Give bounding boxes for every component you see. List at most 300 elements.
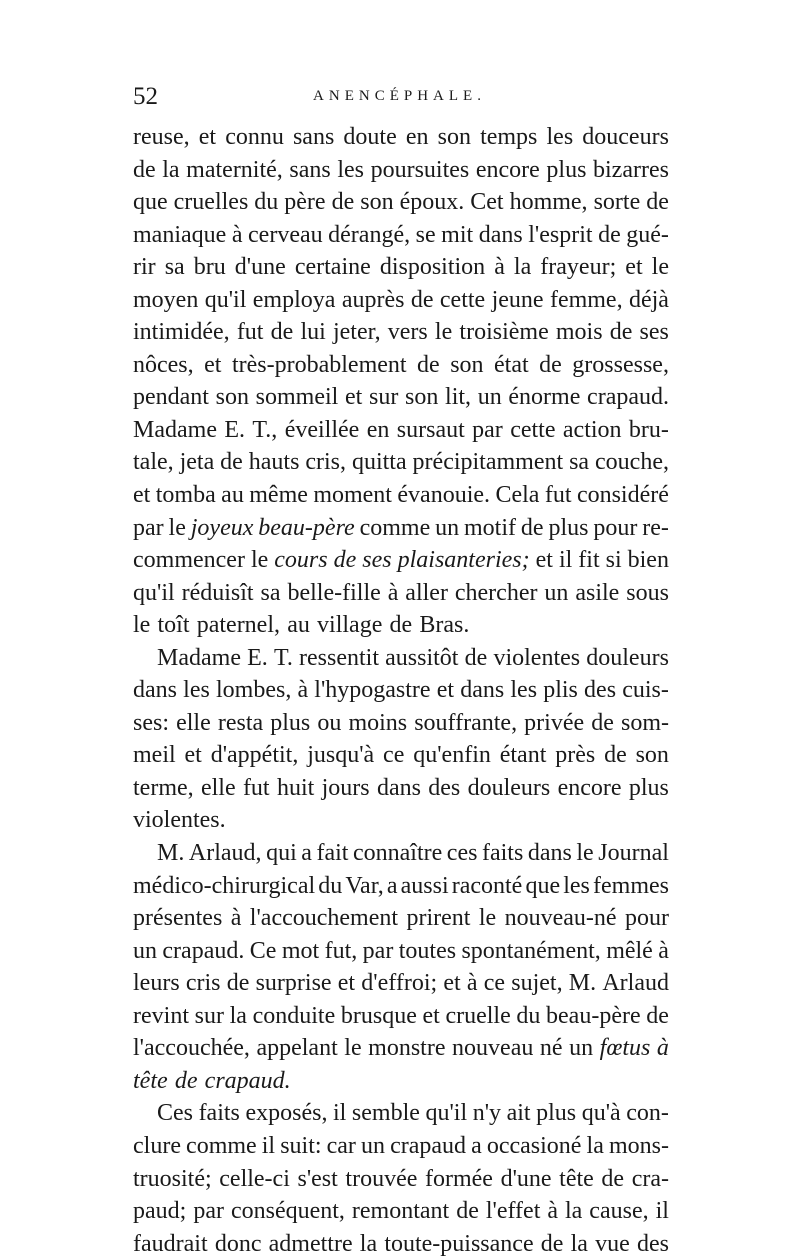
word: sur [194, 1002, 224, 1029]
text-line [133, 837, 669, 870]
word: resta [217, 709, 264, 736]
word: appelant [256, 1035, 338, 1062]
word: ses [639, 319, 669, 346]
word: de [598, 221, 621, 248]
word: terme, [133, 774, 194, 801]
word: à [231, 221, 243, 248]
text-line [133, 316, 669, 349]
word: ses: [133, 709, 169, 736]
word: monstre [368, 1035, 446, 1062]
word: gué- [626, 221, 669, 248]
word: Ce [249, 937, 277, 964]
word: Cela [495, 482, 540, 509]
word: des [428, 774, 461, 801]
word: occasioné [486, 1132, 582, 1159]
word: leurs [133, 970, 180, 997]
word: d'effroi; [361, 970, 438, 997]
word: à [230, 905, 242, 932]
word: paternel, [196, 612, 281, 639]
word: un [360, 1132, 385, 1159]
word: l'effet [485, 1198, 541, 1225]
word: même [249, 482, 308, 509]
word: brusque [340, 1002, 417, 1029]
word: E. [247, 644, 268, 671]
word: belle-fille [287, 579, 381, 606]
word: du [318, 872, 343, 899]
word: au [287, 612, 310, 639]
word: Madame [133, 416, 217, 443]
word: ses [362, 547, 392, 574]
word: surprise [255, 970, 332, 997]
word: poursuites [370, 156, 470, 183]
word: le [133, 612, 151, 639]
word: de [226, 970, 250, 997]
word: précipitamment [412, 449, 564, 476]
word: son [215, 384, 249, 411]
word: énorme [508, 384, 581, 411]
word: frayeur; [540, 254, 617, 281]
text-line [133, 707, 669, 740]
text-line [133, 739, 669, 772]
text-line [133, 674, 669, 707]
word: il [655, 1198, 669, 1225]
word: connaître [352, 840, 443, 867]
word: fait [316, 840, 349, 867]
word: qui [266, 840, 297, 867]
word: près [555, 742, 596, 769]
word: cra- [631, 1165, 669, 1192]
word: un [133, 937, 157, 964]
word: sur [369, 384, 399, 411]
word: il [333, 1100, 347, 1127]
word: crapaud. [587, 384, 669, 411]
word: crapaud [390, 1132, 467, 1159]
word: très-probablement [231, 351, 407, 378]
text-line [133, 284, 669, 317]
word: T., [252, 416, 278, 443]
word: tête [559, 1165, 594, 1192]
word: son [635, 742, 669, 769]
word: ces [446, 840, 478, 867]
text-line [133, 121, 669, 154]
word: à [658, 937, 669, 964]
text-line [133, 544, 669, 577]
word: bizarres [593, 156, 669, 183]
word: T. [273, 644, 293, 671]
word: les [563, 872, 590, 899]
body-text [133, 121, 669, 1260]
word: femmes [593, 872, 669, 899]
word: réduisît [181, 579, 254, 606]
word: Bras. [419, 612, 470, 639]
word: couche, [595, 449, 669, 476]
word: temps [480, 124, 538, 150]
word: douleurs [467, 774, 551, 801]
word: admettre [268, 1230, 353, 1257]
word: jeune [491, 286, 544, 313]
word: prirent [406, 905, 471, 932]
word: maternité, [186, 156, 283, 183]
word: état [494, 351, 529, 378]
word: de [410, 286, 434, 313]
text-line [133, 1163, 669, 1196]
word: conséquent, [230, 1198, 345, 1225]
word: et [133, 482, 151, 509]
word: plus [270, 709, 311, 736]
word: sujet, [511, 970, 563, 997]
word: dans [478, 221, 523, 248]
word: par [472, 416, 503, 443]
word: privée [524, 709, 585, 736]
word: bru [193, 254, 226, 281]
word: remontant [351, 1198, 450, 1225]
word: de [456, 1198, 479, 1225]
word: clure [133, 1132, 181, 1159]
word: fut [236, 319, 264, 346]
word: Journal [598, 840, 669, 867]
running-head [133, 83, 666, 117]
word: sans [292, 124, 335, 150]
word: plis [543, 677, 578, 704]
word: et [443, 970, 461, 997]
word: la [229, 1002, 247, 1029]
word: du [516, 1002, 541, 1029]
word: crapaud. [204, 1067, 291, 1094]
word: suit: [280, 1132, 322, 1159]
word: de [220, 449, 243, 476]
word: des [584, 677, 617, 704]
page-number: 52 [133, 83, 158, 110]
word: la [564, 1198, 583, 1225]
word: sommeil [255, 384, 339, 411]
word: cerveau [248, 221, 323, 248]
word: Var, [345, 872, 384, 899]
word: douceurs [582, 124, 669, 150]
word: d'une [500, 1165, 552, 1192]
text-line [133, 902, 669, 935]
word: faudrait [133, 1230, 208, 1257]
text-line [133, 446, 669, 479]
word: cruelle [445, 1002, 511, 1029]
word: re- [642, 514, 669, 541]
word: crapaud. [162, 937, 245, 964]
word: femme, [549, 286, 623, 313]
word: sorte [593, 189, 641, 216]
word: hauts [248, 449, 300, 476]
text-line [133, 1032, 669, 1065]
word: qu'il [425, 1100, 468, 1127]
word: auprès [341, 286, 405, 313]
word: paud; [133, 1198, 187, 1225]
running-title: ANENCÉPHALE. [313, 88, 486, 104]
word: de [609, 319, 633, 346]
word: donc [214, 1230, 262, 1257]
word: moins [348, 709, 408, 736]
word: ait [506, 1100, 531, 1127]
word: à [494, 254, 505, 281]
word: plaisanteries; [397, 547, 530, 574]
word: et [436, 677, 455, 704]
word: fœtus [599, 1035, 651, 1062]
text-line [133, 870, 669, 903]
word: grossesse, [572, 351, 669, 378]
word: reuse, [133, 124, 190, 150]
word: moyen [133, 286, 199, 313]
word: de [539, 351, 562, 378]
word: Ces [157, 1100, 193, 1127]
word: motif [464, 514, 516, 541]
word: vue [595, 1230, 630, 1257]
word: Arlaud [602, 970, 669, 997]
word: disposition [379, 254, 486, 281]
word: spontanément, [461, 937, 601, 964]
word: de [604, 742, 627, 769]
word: de [270, 319, 294, 346]
word: souffrante, [414, 709, 518, 736]
word: à [547, 1198, 558, 1225]
text-line [133, 577, 669, 610]
word: ou [317, 709, 342, 736]
word: nouveau [452, 1035, 534, 1062]
text-line [133, 967, 669, 1000]
word: cuis- [622, 677, 669, 704]
word: fut, [324, 937, 358, 964]
word: truosité; [133, 1165, 212, 1192]
word: de [601, 1165, 625, 1192]
word: du [254, 189, 279, 216]
word: pour [593, 514, 638, 541]
text-line [133, 935, 669, 968]
word: homme, [509, 189, 588, 216]
word: faits [198, 1100, 240, 1127]
word: qu'enfin [413, 742, 491, 769]
word: som- [620, 709, 669, 736]
word: elle [176, 709, 211, 736]
word: revint [133, 1002, 189, 1029]
word: de [417, 351, 440, 378]
word: et [198, 124, 217, 150]
word: à [297, 677, 309, 704]
word: la [162, 156, 180, 183]
word: aller [405, 579, 448, 606]
word: médico-chirurgical [133, 872, 316, 899]
word: et [625, 254, 643, 281]
word: de [540, 1230, 564, 1257]
word: jours [321, 774, 370, 801]
text-line [133, 1228, 669, 1260]
word: jeter, [332, 319, 381, 346]
word: elle [200, 774, 236, 801]
word: qu'à [581, 1100, 621, 1127]
word: dans [527, 840, 572, 867]
word: commencer [133, 547, 245, 574]
word: beau-père [546, 1002, 641, 1029]
word: intimidée, [133, 319, 230, 346]
word: le [168, 514, 186, 541]
word: cours [274, 547, 328, 574]
word: bru- [628, 416, 669, 443]
word: lit, [445, 384, 472, 411]
word: lui [300, 319, 326, 346]
word: toît [157, 612, 190, 639]
word: raconté [451, 872, 523, 899]
word: violentes [493, 644, 581, 671]
word: moment [313, 482, 392, 509]
word: plus [548, 514, 589, 541]
text-line [133, 1065, 669, 1098]
word: et [337, 970, 356, 997]
word: le [344, 1035, 362, 1062]
text-line [133, 479, 669, 512]
word: de [333, 547, 357, 574]
word: joyeux [190, 514, 254, 541]
word: ce [483, 970, 506, 997]
word: les [183, 677, 210, 704]
word: ce [383, 742, 405, 769]
word: le [576, 840, 594, 867]
word: cause, [589, 1198, 649, 1225]
word: de [591, 709, 614, 736]
word: tête [133, 1067, 168, 1094]
word: par [362, 937, 394, 964]
word: qu'il [133, 579, 175, 606]
text-line [133, 1130, 669, 1163]
word: huit [276, 774, 315, 801]
word: rir [133, 254, 156, 281]
word: un [569, 1035, 594, 1062]
text-line [133, 642, 669, 675]
word: le [250, 547, 269, 574]
word: cris, [305, 449, 347, 476]
word: beau-père [258, 514, 355, 541]
word: faits [481, 840, 524, 867]
word: quitta [351, 449, 407, 476]
word: cette [439, 286, 486, 313]
word: mot [281, 937, 320, 964]
word: de [389, 612, 413, 639]
word: sans [289, 156, 331, 183]
word: plus [546, 156, 587, 183]
text-line [133, 186, 669, 219]
text-line [133, 154, 669, 187]
word: jeta [179, 449, 215, 476]
word: nouveau-né [504, 905, 617, 932]
word: cris [185, 970, 221, 997]
word: sa [164, 254, 185, 281]
word: à [466, 970, 478, 997]
word: mêlé [606, 937, 653, 964]
text-line [133, 1097, 669, 1130]
word: le [434, 319, 453, 346]
word: dans [460, 677, 505, 704]
word: considéré [576, 482, 669, 509]
word: sous [626, 579, 669, 606]
word: toute-puissance [384, 1230, 534, 1257]
word: que [133, 189, 168, 216]
word: au [221, 482, 244, 509]
text-line [133, 1195, 669, 1228]
word: un [477, 384, 502, 411]
word: l'hypogastre [314, 677, 431, 704]
word: de [464, 644, 488, 671]
text-line [133, 251, 669, 284]
word: des [637, 1230, 669, 1257]
word: présentes [133, 905, 223, 932]
word: violentes. [133, 807, 226, 834]
word: jusqu'à [307, 742, 375, 769]
word: pour [625, 905, 669, 932]
word: à [656, 1035, 669, 1062]
word: et [535, 547, 553, 574]
word: qu'il [204, 286, 247, 313]
word: par [133, 514, 164, 541]
word: déjà [628, 286, 669, 313]
word: le [478, 905, 497, 932]
word: sursaut [396, 416, 465, 443]
word: mit [441, 221, 474, 248]
word: maniaque [133, 221, 227, 248]
word: car [326, 1132, 356, 1159]
word: encore [475, 156, 540, 183]
word: mons- [608, 1132, 669, 1159]
word: de [331, 189, 355, 216]
word: un [435, 514, 460, 541]
word: d'appétit, [210, 742, 299, 769]
text-line [133, 804, 669, 837]
word: fut [544, 482, 572, 509]
word: lombes, [215, 677, 292, 704]
text-line [133, 381, 669, 414]
word: par [193, 1198, 224, 1225]
word: doute [343, 124, 397, 150]
word: les [337, 156, 364, 183]
word: tomba [155, 482, 216, 509]
word: encore [557, 774, 622, 801]
word: fut [242, 774, 270, 801]
word: aussi [400, 872, 449, 899]
word: en [405, 124, 429, 150]
text-line [133, 1000, 669, 1033]
word: il [558, 547, 573, 574]
word: plus [628, 774, 669, 801]
word: M. [568, 970, 597, 997]
word: connu [225, 124, 284, 150]
word: comme [186, 1132, 257, 1159]
word: et [345, 384, 363, 411]
word: son [405, 384, 439, 411]
word: celle-ci [219, 1165, 290, 1192]
word: dans [133, 677, 177, 704]
word: tale, [133, 449, 174, 476]
word: douleurs [586, 644, 669, 671]
word: toutes [398, 937, 457, 964]
word: fit [578, 547, 600, 574]
word: Arlaud, [188, 840, 262, 867]
word: asile [575, 579, 620, 606]
word: mois [555, 319, 603, 346]
word: né [539, 1035, 563, 1062]
word: Cet [470, 189, 504, 216]
word: action [562, 416, 622, 443]
word: la [513, 254, 532, 281]
word: conduite [252, 1002, 336, 1029]
word: cette [510, 416, 556, 443]
word: époux. [399, 189, 465, 216]
word: ressentit [299, 644, 379, 671]
word: dans [376, 774, 421, 801]
text-line [133, 219, 669, 252]
word: de [133, 156, 156, 183]
